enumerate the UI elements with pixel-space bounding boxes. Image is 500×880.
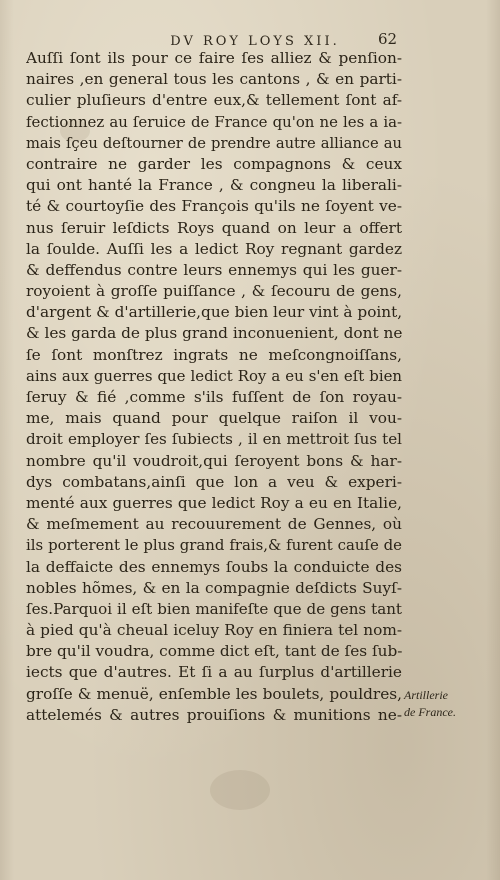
running-title: DV ROY LOYS XII. — [170, 34, 340, 49]
text-line: mais ſçeu deſtourner de prendre autre alliance au — [26, 134, 402, 152]
page-number: 62 — [378, 30, 398, 48]
text-line: me, mais quand pour quelque raiſon il vou- — [26, 409, 402, 428]
text-line: bre qu'il voudra, comme dict eſt, tant de ſes ſub- — [26, 642, 402, 661]
text-line: d'argent & d'artillerie,que bien leur vint à point, — [26, 303, 402, 322]
text-line: Auſſi ſont ils pour ce faire ſes alliez & penſion- — [26, 49, 402, 67]
text-line: & les garda de plus grand inconuenient, dont ne — [26, 324, 402, 343]
text-line: culier pluſieurs d'entre eux,& tellement ſont af- — [26, 91, 402, 110]
text-line: ils porterent le plus grand frais,& furent cauſe de — [26, 536, 402, 555]
text-line: royoient à groſſe puiſſance , & ſecouru de gens, — [26, 282, 402, 301]
text-line: naires ,en general tous les cantons , & en parti- — [26, 70, 402, 89]
text-line: la deffaicte des ennemys ſoubs la conduicte des — [26, 557, 402, 576]
margin-note-line: de France. — [404, 705, 456, 719]
text-line: à pied qu'à cheual iceluy Roy en finiera tel nom- — [26, 621, 402, 640]
text-line: contraire ne garder les compagnons & ceux — [26, 154, 402, 173]
text-line: & meſmement au recouurement de Gennes, où — [26, 515, 402, 534]
text-line: fectionnez au ſeruice de France qu'on ne les a ia- — [26, 112, 402, 131]
text-line: & deffendus contre leurs ennemys qui les guer- — [26, 260, 402, 279]
text-line: nombre qu'il voudroit,qui ſeroyent bons & har- — [26, 451, 402, 470]
text-line: droit employer ſes ſubiects , il en mettroit ſus tel — [26, 430, 402, 449]
paper-stain — [210, 770, 270, 810]
text-line: groſſe & menuë, enſemble les boulets, pouldres, — [26, 684, 402, 703]
text-line: ſe ſont monſtrez ingrats ne meſcongnoiſſans, — [26, 345, 402, 364]
text-line: ſes.Parquoi il eſt bien manifeſte que de gens tant — [26, 599, 402, 618]
margin-note-line: Artillerie — [404, 688, 448, 702]
text-line: iects que d'autres. Et ſi a au ſurplus d'artillerie — [26, 663, 402, 682]
text-line: ains aux guerres que ledict Roy a eu s'en eſt bien — [26, 366, 402, 385]
text-line: té & courtoyſie des François qu'ils ne ſoyent ve- — [26, 197, 402, 216]
text-line: nus ſeruir leſdicts Roys quand on leur a offert — [26, 218, 402, 237]
margin-note — [404, 687, 496, 721]
text-line: nobles hõmes, & en la compagnie deſdicts Suyſ- — [26, 578, 402, 597]
text-line: qui ont hanté la France , & congneu la liberali- — [26, 176, 402, 195]
text-line: menté aux guerres que ledict Roy a eu en Italie, — [26, 493, 402, 512]
text-line: ſeruy & fié ,comme s'ils fuſſent de ſon royau- — [26, 388, 402, 406]
text-line: attelemés & autres prouiſions & munitions ne- — [26, 705, 402, 724]
text-line: la ſoulde. Auſſi les a ledict Roy regnant gardez — [26, 239, 402, 258]
body-text — [26, 48, 402, 726]
text-line: dys combatans,ainſi que lon a veu & experi- — [26, 472, 402, 491]
